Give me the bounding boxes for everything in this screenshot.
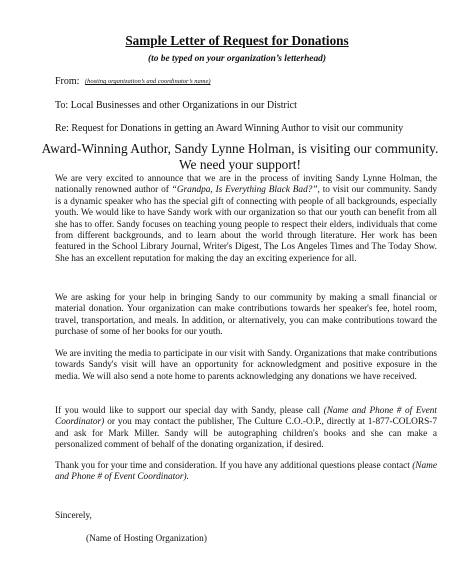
signature-placeholder: (Name of Hosting Organization)	[86, 534, 207, 544]
paragraph-contact	[55, 406, 437, 452]
from-line	[55, 76, 211, 87]
to-line: To: Local Businesses and other Organizations in our District	[55, 100, 297, 111]
intro-text-start: We are very excited to announce that we are in the process of inviting Sandy Lynne Holman, the nationally renowned author of	[55, 174, 437, 196]
re-line: Re: Request for Donations in getting an Award Winning Author to visit our community	[55, 123, 404, 134]
thanks-text: Thank you for your time and consideration. If you have any additional questions please contact	[55, 461, 413, 471]
coordinator-placeholder: (Name and Phone # of Event Coordinator)	[55, 406, 437, 428]
paragraph-intro	[55, 174, 437, 265]
from-label: From:	[55, 76, 82, 87]
letterhead-note: (to be typed on your organization’s letterhead)	[148, 54, 326, 64]
book-title: “Grandpa, Is Everything Black Bad?”	[171, 185, 318, 196]
intro-text-end: , to visit our community. Sandy is a dynamic speaker who has the special gift of connecting with people of all backgrounds, especially youth. We would like to have Sandy work with our organization so that our youth can benefit from all she has to offer. Sandy focuses on teaching young people to respect their elders, individuals that come from different backgrounds, and to learn about the world through literature. Her work has been featured in the School Library Journal, Writer's Digest, The Los Angeles Times and The Today Show. She has an excellent reputation for making the day an exciting experience for all.	[55, 185, 437, 264]
paragraph-request: We are asking for your help in bringing Sandy to our community by making a small financial or material donation. Your organization can make contributions towards her speaker's fee, hotel room, travel, transportation, and meals. In addition, or alternatively, you can make contributions toward the purchase of some of her books for our youth.	[55, 293, 437, 338]
headline: Award-Winning Author, Sandy Lynne Holman, is visiting our community. We need your support!	[41, 141, 439, 172]
from-placeholder: (hosting organization’s and coordinator’s name)	[84, 78, 211, 85]
paragraph-thanks	[55, 461, 437, 484]
coordinator-placeholder-2: (Name and Phone # of Event Coordinator).	[55, 461, 437, 483]
paragraph-media: We are inviting the media to participate in our visit with Sandy. Organizations that make contributions towards Sandy's visit will have an opportunity for acknowledgment and positive exposure in the media. We will also send a note home to parents acknowledging any donations we have received.	[55, 349, 437, 382]
page-title: Sample Letter of Request for Donations	[125, 33, 349, 48]
contact-text-end: or you may contact the publisher, The Culture C.O.-O.P., directly at 1-877-COLORS-7 and ask for Mark Miller. Sandy will be autographing children's books and she can make a personalized comment of behalf of the donating organization, if desired.	[55, 417, 437, 451]
contact-text-start: If you would like to support our special day with Sandy, please call	[55, 406, 324, 416]
closing-sincerely: Sincerely,	[55, 511, 92, 521]
